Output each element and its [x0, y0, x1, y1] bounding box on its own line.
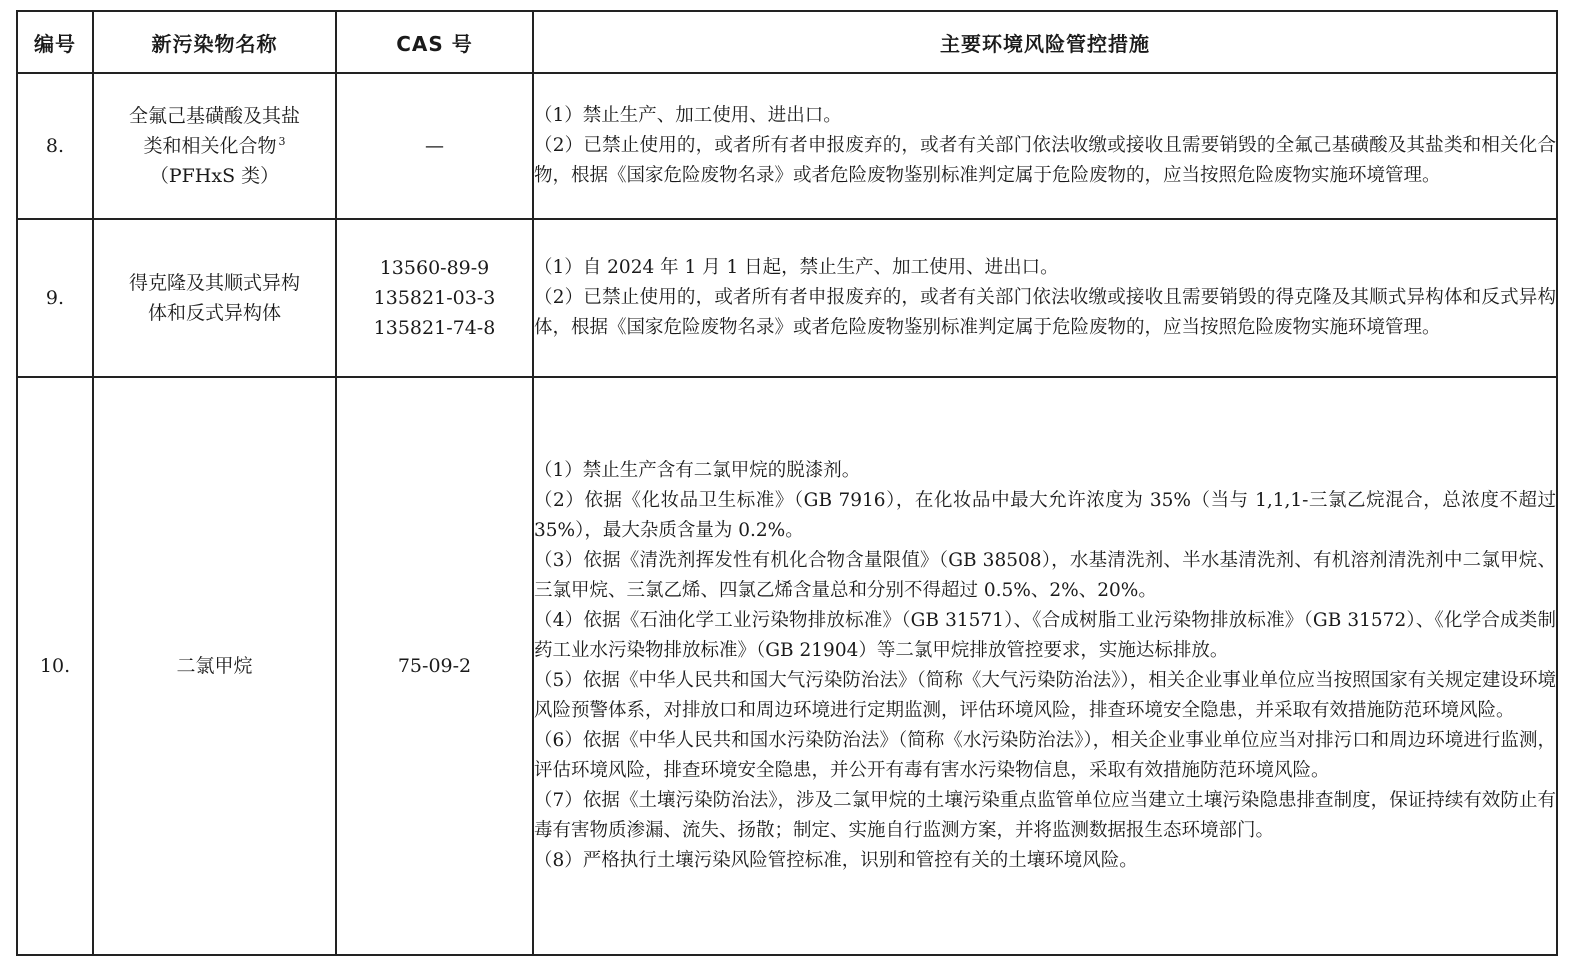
name-line: [94, 131, 335, 161]
cas-number: [336, 377, 533, 955]
cas-line: 75-09-2: [397, 655, 472, 677]
header-num: 编号: [17, 11, 93, 73]
measure-item: （8）严格执行土壤污染风险管控标准，识别和管控有关的土壤环境风险。: [534, 850, 1138, 871]
pollutant-table: [16, 10, 1558, 956]
pollutant-name: [93, 219, 336, 377]
control-measures: [533, 377, 1557, 955]
measure-item: （1）禁止生产含有二氯甲烷的脱漆剂。: [534, 460, 861, 481]
name-line: 二氯甲烷: [176, 655, 253, 677]
row-number: 8.: [17, 73, 93, 219]
cas-number: [336, 73, 533, 219]
cas-line: 13560-89-9: [379, 257, 490, 279]
measure-item: （6）依据《中华人民共和国水污染防治法》（简称《水污染防治法》），相关企业事业单位应当对排污口和周边环境进行监测，评估环境风险，排查环境安全隐患，并公开有毒有害水污染物信息，采取有效措施防范环境风险。: [534, 730, 1556, 781]
measure-item: （5）依据《中华人民共和国大气污染防治法》（简称《大气污染防治法》），相关企业事业单位应当按照国家有关规定建设环境风险预警体系，对排放口和周边环境进行定期监测，评估环境风险，排查环境安全隐患，并采取有效措施防范环境风险。: [534, 670, 1556, 721]
row-number: 10.: [17, 377, 93, 955]
control-measures: [533, 219, 1557, 377]
header-row: [17, 11, 1557, 73]
name-line: 全氟己基磺酸及其盐: [128, 105, 300, 127]
measure-item: （1）自 2024 年 1 月 1 日起，禁止生产、加工使用、进出口。: [534, 257, 1059, 278]
table-row: [17, 377, 1557, 955]
pollutant-name: [93, 377, 336, 955]
measure-item: （4）依据《石油化学工业污染物排放标准》（GB 31571）、《合成树脂工业污染物排放标准》（GB 31572）、《化学合成类制药工业水污染物排放标准》（GB 21904）等二氯甲烷排放管控要求，实施达标排放。: [534, 610, 1556, 661]
cas-line: 135821-74-8: [373, 317, 496, 339]
measure-item: （1）禁止生产、加工使用、进出口。: [534, 105, 842, 126]
cas-line: 135821-03-3: [373, 287, 496, 309]
cas-line: —: [425, 135, 444, 157]
table-row: [17, 219, 1557, 377]
name-line: （PFHxS 类）: [149, 165, 280, 187]
cas-number: [336, 219, 533, 377]
measure-item: （7）依据《土壤污染防治法》，涉及二氯甲烷的土壤污染重点监管单位应当建立土壤污染隐患排查制度，保证持续有效防止有毒有害物质渗漏、流失、扬散；制定、实施自行监测方案，并将监测数据报生态环境部门。: [534, 790, 1556, 841]
control-measures: [533, 73, 1557, 219]
footnote-marker: 3: [278, 134, 286, 148]
measure-item: （3）依据《清洗剂挥发性有机化合物含量限值》（GB 38508），水基清洗剂、半水基清洗剂、有机溶剂清洗剂中二氯甲烷、三氯甲烷、三氯乙烯、四氯乙烯含量总和分别不得超过 0.5%、2%、20%。: [534, 550, 1556, 601]
table-row: [17, 73, 1557, 219]
pollutant-name: [93, 73, 336, 219]
header-name: 新污染物名称: [93, 11, 336, 73]
name-line-text: 类和相关化合物: [143, 135, 277, 157]
measure-item: （2）已禁止使用的，或者所有者申报废弃的，或者有关部门依法收缴或接收且需要销毁的全氟己基磺酸及其盐类和相关化合物，根据《国家危险废物名录》或者危险废物鉴别标准判定属于危险废物的，应当按照危险废物实施环境管理。: [534, 135, 1556, 186]
row-number: 9.: [17, 219, 93, 377]
name-line: 得克隆及其顺式异构: [128, 272, 300, 294]
header-measures: 主要环境风险管控措施: [533, 11, 1557, 73]
measure-item: （2）依据《化妆品卫生标准》（GB 7916），在化妆品中最大允许浓度为 35%（当与 1,1,1-三氯乙烷混合，总浓度不超过 35%），最大杂质含量为 0.2%。: [534, 490, 1556, 541]
header-cas: CAS 号: [336, 11, 533, 73]
measure-item: （2）已禁止使用的，或者所有者申报废弃的，或者有关部门依法收缴或接收且需要销毁的得克隆及其顺式异构体和反式异构体，根据《国家危险废物名录》或者危险废物鉴别标准判定属于危险废物的，应当按照危险废物实施环境管理。: [534, 287, 1556, 338]
name-line: 体和反式异构体: [147, 302, 281, 324]
